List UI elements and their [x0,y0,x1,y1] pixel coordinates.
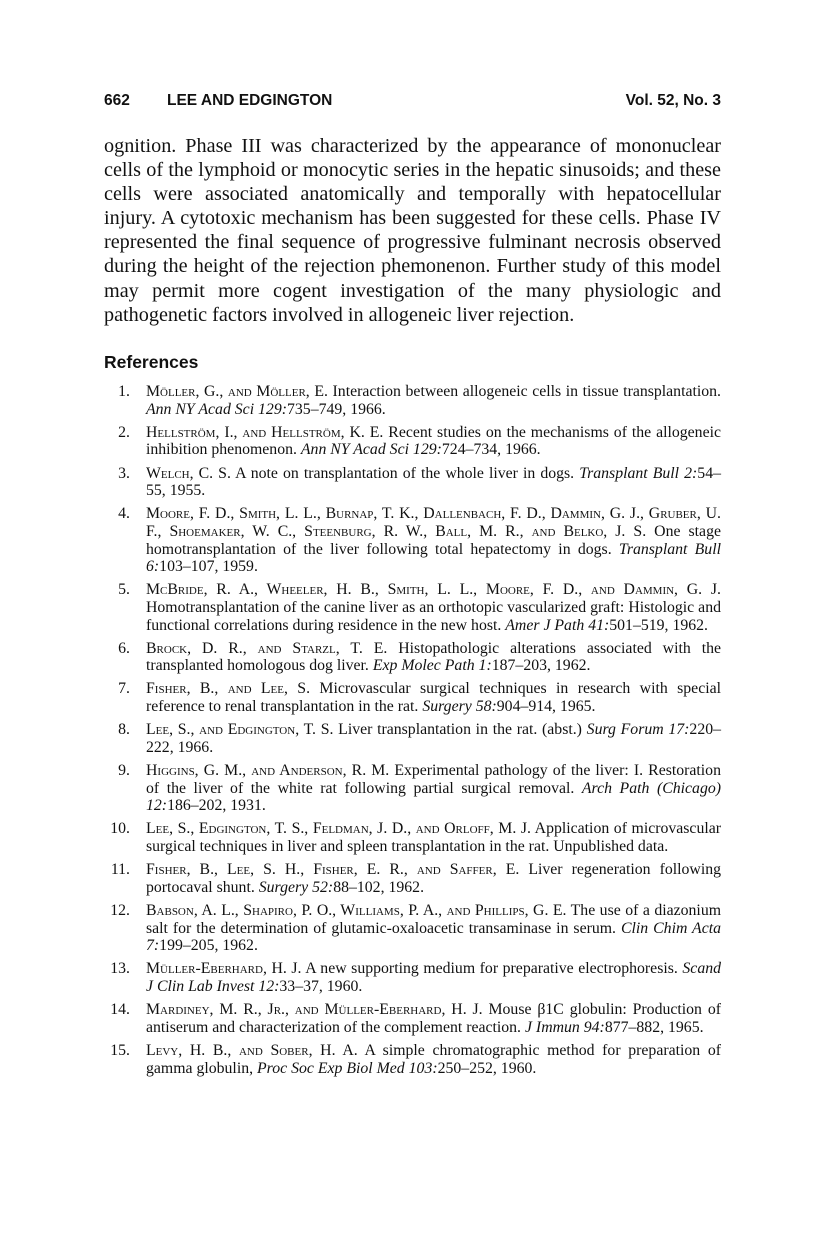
reference-number: 11. [110,861,130,879]
reference-authors: Moore, F. D., Smith, L. L., Burnap, T. K., Dallenbach, F. D., Dammin, G. J., Gruber, U. F., Shoemaker, W. C., Steenburg, R. W., Ball, M. R., and Belko, J. S. [146,505,721,540]
reference-journal: Transplant Bull 6: [146,540,721,576]
reference-title: Mouse β1C globulin: Production of antiserum and characterization of the complement reaction. [146,1001,721,1036]
running-header [104,92,721,114]
reference-item [104,383,721,418]
reference-title: Interaction between allogeneic cells in tissue transplantation. [332,383,722,400]
reference-item [104,820,721,855]
reference-journal: Surgery 52: [258,878,334,896]
reference-title: A note on transplantation of the whole liver in dogs. [235,464,575,482]
reference-authors: Fisher, B., and Lee, S. [146,680,311,698]
reference-text [146,1042,721,1077]
reference-item [104,1042,721,1077]
reference-pages: 220–222, 1966. [146,721,722,756]
reference-authors: Müller-Eberhard, H. J. [146,960,302,978]
reference-number: 12. [110,901,130,919]
reference-authors: Welch, C. S. [146,464,231,482]
reference-number: 14. [110,1001,130,1019]
reference-number: 7. [118,680,130,698]
references-heading: References [104,352,199,372]
reference-title: Liver regeneration following portocaval shunt. [146,861,721,896]
reference-journal: Amer J Path 41: [505,616,610,634]
reference-text [146,960,721,995]
reference-item [104,960,721,995]
reference-pages: 877–882, 1965. [604,1018,704,1036]
reference-item [104,465,721,500]
reference-journal: Exp Molec Path 1: [372,657,492,675]
reference-text [146,581,721,633]
reference-number: 8. [118,721,130,739]
running-head-authors: LEE AND EDGINGTON [167,92,333,109]
reference-journal: Scand J Clin Lab Invest 12: [146,960,722,995]
reference-journal: Surgery 58: [422,698,497,716]
reference-title: Histopathologic alterations associated with the transplanted homologous dog liver. [146,639,721,675]
reference-title: One stage homotransplantation of the liver following total hepatectomy in dogs. [146,522,721,558]
reference-text [146,762,721,814]
reference-text [146,465,721,500]
reference-journal: Transplant Bull 2: [579,464,698,482]
reference-journal: Ann NY Acad Sci 129: [146,400,287,418]
reference-title: Microvascular surgical techniques in research with special reference to renal transplantation in the rat. [146,680,721,716]
reference-journal: Surg Forum 17: [586,721,690,739]
volume-issue: Vol. 52, No. 3 [625,92,721,109]
reference-item [104,640,721,675]
reference-text [146,505,721,575]
reference-title: Experimental pathology of the liver: I. Restoration of the liver of the white rat following partial surgical removal. [146,762,721,797]
reference-pages: 904–914, 1965. [496,698,596,716]
reference-title: Homotransplantation of the canine liver as an orthotopic vascularized graft: Histologic and functional correlations during residence in the new host. [146,598,721,634]
reference-text [146,383,721,418]
reference-item [104,581,721,634]
reference-title: Application of microvascular surgical techniques in liver and spleen transplantation in the rat. Unpublished data. [146,820,722,855]
reference-title: A new supporting medium for preparative electrophoresis. [305,960,678,978]
reference-item [104,505,721,575]
reference-item [104,861,721,896]
reference-pages: 199–205, 1962. [159,937,258,955]
reference-text [146,861,721,896]
reference-authors: Hellström, I., and Hellström, K. E. [146,423,384,441]
reference-number: 9. [118,762,130,780]
reference-authors: Lee, S., Edgington, T. S., Feldman, J. D., and Orloff, M. J. [146,820,531,838]
reference-pages: 501–519, 1962. [609,616,708,634]
reference-number: 2. [118,423,130,441]
reference-number: 4. [118,505,130,523]
reference-journal: Arch Path (Chicago) 12: [146,779,721,815]
reference-text [146,640,721,675]
reference-journal: Proc Soc Exp Biol Med 103: [257,1059,438,1077]
reference-authors: Lee, S., and Edgington, T. S. [146,721,334,739]
reference-item [104,762,721,815]
reference-pages: 724–734, 1966. [441,441,541,459]
reference-text [146,424,721,459]
reference-authors: Brock, D. R., and Starzl, T. E. [146,639,388,657]
reference-title: A simple chromatographic method for preparation of gamma globulin, [146,1041,721,1077]
reference-number: 15. [110,1041,130,1059]
reference-item [104,721,721,756]
reference-title: The use of a diazonium salt for the determination of glutamic-oxaloacetic transaminase in serum. [146,901,721,937]
reference-number: 10. [110,820,130,838]
reference-authors: Fisher, B., Lee, S. H., Fisher, E. R., and Saffer, E. [146,861,520,879]
reference-number: 13. [110,960,130,978]
references-list [104,383,721,1083]
reference-number: 3. [118,464,130,482]
reference-title: Recent studies on the mechanisms of the allogeneic inhibition phenomenon. [146,423,721,459]
reference-item [104,1001,721,1036]
reference-authors: Levy, H. B., and Sober, H. A. [146,1041,358,1059]
body-paragraph: ognition. Phase III was characterized by the appearance of mononuclear cells of the lymphoid or monocytic series in the hepatic sinusoids; and these cells were associated anatomically and temporally with hepatocellular injury. A cytotoxic mechanism has been suggested for these cells. Phase IV represented the final sequence of progressive fulminant necrosis observed during the height of the rejection phemonenon. Further study of this model may permit more cogent investigation of the many physiologic and pathogenetic factors involved in allogeneic liver rejection. [104,135,721,326]
reference-pages: 88–102, 1962. [333,878,425,896]
reference-text [146,902,721,954]
reference-pages: 103–107, 1959. [159,558,258,576]
reference-authors: McBride, R. A., Wheeler, H. B., Smith, L. L., Moore, F. D., and Dammin, G. J. [146,581,721,599]
reference-journal: Ann NY Acad Sci 129: [300,441,442,459]
page-number: 662 [104,92,130,109]
reference-number: 5. [118,581,130,599]
reference-title: Liver transplantation in the rat. (abst.) [338,721,582,739]
reference-authors: Möller, G., and Möller, E. [146,383,328,400]
reference-journal: Clin Chim Acta 7: [146,919,721,955]
reference-text [146,1001,721,1036]
reference-journal: J Immun 94: [524,1018,605,1036]
reference-authors: Mardiney, M. R., Jr., and Müller-Eberhard, H. J. [146,1001,483,1019]
reference-text [146,680,721,715]
reference-pages: 33–37, 1960. [279,977,363,995]
reference-text [146,820,721,855]
reference-authors: Babson, A. L., Shapiro, P. O., Williams, P. A., and Phillips, G. E. [146,901,567,919]
reference-number: 6. [118,639,130,657]
reference-number: 1. [118,383,130,400]
reference-text [146,721,721,756]
reference-pages: 250–252, 1960. [437,1059,537,1077]
reference-pages: 735–749, 1966. [287,400,386,418]
reference-item [104,680,721,715]
reference-pages: 54–55, 1955. [146,464,721,500]
reference-item [104,902,721,955]
reference-authors: Higgins, G. M., and Anderson, R. M. [146,762,390,780]
reference-pages: 186–202, 1931. [167,797,266,815]
reference-item [104,424,721,459]
reference-pages: 187–203, 1962. [491,657,591,675]
